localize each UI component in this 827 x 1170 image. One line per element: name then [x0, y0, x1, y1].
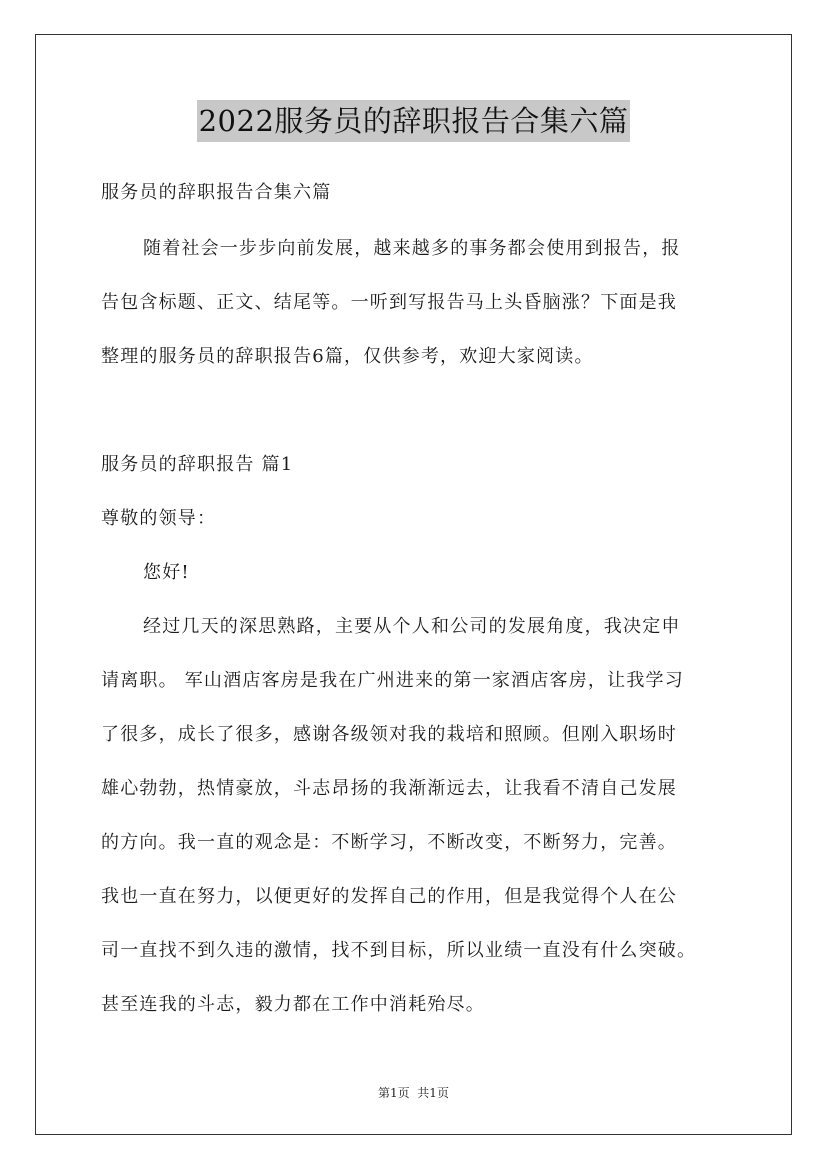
- title-container: [0, 100, 827, 142]
- salutation: 尊敬的领导：: [101, 508, 217, 529]
- section-heading: 服务员的辞职报告 篇1: [101, 454, 294, 475]
- body-line-5: 的方向。我一直的观念是：不断学习，不断改变，不断努力，完善。: [101, 832, 677, 853]
- intro-line-2: 告包含标题、正文、结尾等。一听到写报告马上头昏脑涨？下面是我: [101, 292, 677, 313]
- body-line-1: 经过几天的深思熟路，主要从个人和公司的发展角度，我决定申: [143, 616, 681, 637]
- intro-line-3: 整理的服务员的辞职报告6篇，仅供参考，欢迎大家阅读。: [101, 346, 594, 367]
- document-subtitle: 服务员的辞职报告合集六篇: [101, 182, 332, 203]
- body-line-6: 我也一直在努力，以便更好的发挥自己的作用，但是我觉得个人在公: [101, 886, 677, 907]
- page-number: 第1页 共1页: [378, 1086, 449, 1100]
- body-line-8: 甚至连我的斗志，毅力都在工作中消耗殆尽。: [101, 994, 485, 1015]
- body-line-3: 了很多，成长了很多，感谢各级领对我的栽培和照顾。但刚入职场时: [101, 724, 677, 745]
- greeting: 您好!: [143, 562, 190, 583]
- document-title: 2022服务员的辞职报告合集六篇: [197, 100, 631, 142]
- intro-line-1: 随着社会一步步向前发展，越来越多的事务都会使用到报告，报: [143, 238, 681, 259]
- body-line-7: 司一直找不到久违的激情，找不到目标，所以业绩一直没有什么突破。: [101, 940, 697, 961]
- body-line-4: 雄心勃勃，热情豪放，斗志昂扬的我渐渐远去，让我看不清自己发展: [101, 778, 677, 799]
- page-footer: [0, 1085, 827, 1101]
- body-line-2: 请离职。 军山酒店客房是我在广州进来的第一家酒店客房，让我学习: [101, 670, 684, 691]
